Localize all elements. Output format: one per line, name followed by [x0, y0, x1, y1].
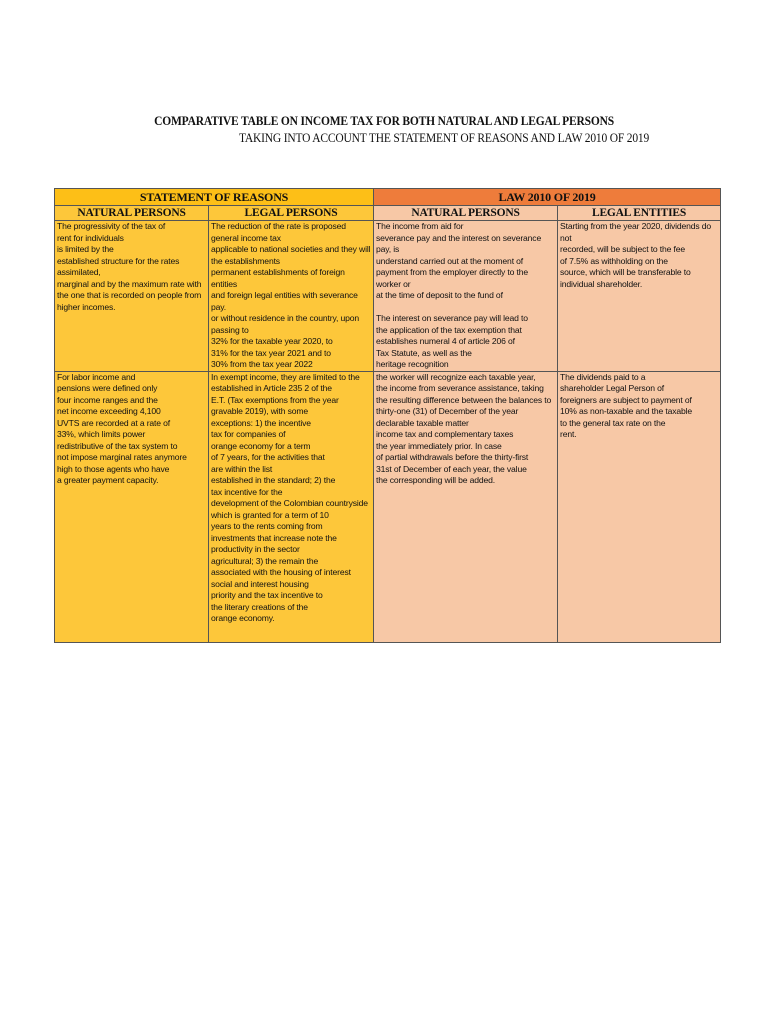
cell-progressivity: The progressivity of the tax of rent for individuals is limited by the established structure for the rates assimilated, marginal and by the maximum rate with the one that is recorded on people from higher incomes. — [55, 221, 209, 372]
subheader-legal-persons-statement: LEGAL PERSONS — [209, 206, 374, 221]
group-header-row — [55, 189, 721, 206]
subheader-legal-entities-law: LEGAL ENTITIES — [558, 206, 721, 221]
document-title: COMPARATIVE TABLE ON INCOME TAX FOR BOTH NATURAL AND LEGAL PERSONS — [154, 114, 614, 128]
subheader-natural-persons-law: NATURAL PERSONS — [374, 206, 558, 221]
sub-header-row — [55, 206, 721, 221]
subheader-natural-persons-statement: NATURAL PERSONS — [55, 206, 209, 221]
cell-rate-reduction: The reduction of the rate is proposed general income tax applicable to national societies and they will the establishments permanent establishments of foreign entities and foreign legal entities with severance pay. or without residence in the country, upon passing to 32% for the taxable year 2020, to 31% for the tax year 2021 and to 30% from the tax year 2022 — [209, 221, 374, 372]
cell-dividends-2020: Starting from the year 2020, dividends do not recorded, will be subject to the fee of 7.5% as withholding on the source, which will be transferable to individual shareholder. — [558, 221, 721, 372]
header-statement-of-reasons: STATEMENT OF REASONS — [55, 189, 374, 206]
document-subtitle: TAKING INTO ACCOUNT THE STATEMENT OF REASONS AND LAW 2010 OF 2019 — [238, 131, 650, 145]
cell-foreign-dividends: The dividends paid to a shareholder Legal Person of foreigners are subject to payment of 10% as non-taxable and the taxable to the general tax rate on the rent. — [558, 371, 721, 642]
cell-severance-income: The income from aid for severance pay and the interest on severance pay, is understand carried out at the moment of payment from the employer directly to the worker or at the time of deposit to the fund of The interest on severance pay will lead to the application of the tax exemption that establishes numeral 4 of article 206 of Tax Statute, as well as the heritage recognition — [374, 221, 558, 372]
comparative-table — [54, 188, 721, 643]
cell-worker-recognition: the worker will recognize each taxable year, the income from severance assistance, taking the resulting difference between the balances to thirty-one (31) of December of the year declarable taxable matter income tax and complementary taxes the year immediately prior. In case of partial withdrawals before the thirty-first 31st of December of each year, the value the corresponding will be added. — [374, 371, 558, 642]
header-law-2010: LAW 2010 OF 2019 — [374, 189, 721, 206]
table-row — [55, 371, 721, 642]
table-row — [55, 221, 721, 372]
cell-labor-income: For labor income and pensions were defined only four income ranges and the net income exceeding 4,100 UVTS are recorded at a rate of 33%, which limits power redistributive of the tax system to not impose marginal rates anymore high to those agents who have a greater payment capacity. — [55, 371, 209, 642]
cell-exempt-income: In exempt income, they are limited to the established in Article 235 2 of the E.T. (Tax exemptions from the year gravable 2019), with some exceptions: 1) the incentive tax for companies of orange economy for a term of 7 years, for the activities that are within the list established in the standard; 2) the tax incentive for the development of the Colombian countryside which is granted for a term of 10 years to the rents coming from investments that increase note the productivity in the sector agricultural; 3) the remain the associated with the housing of interest social and interest housing priority and the tax incentive to the literary creations of the orange economy. — [209, 371, 374, 642]
